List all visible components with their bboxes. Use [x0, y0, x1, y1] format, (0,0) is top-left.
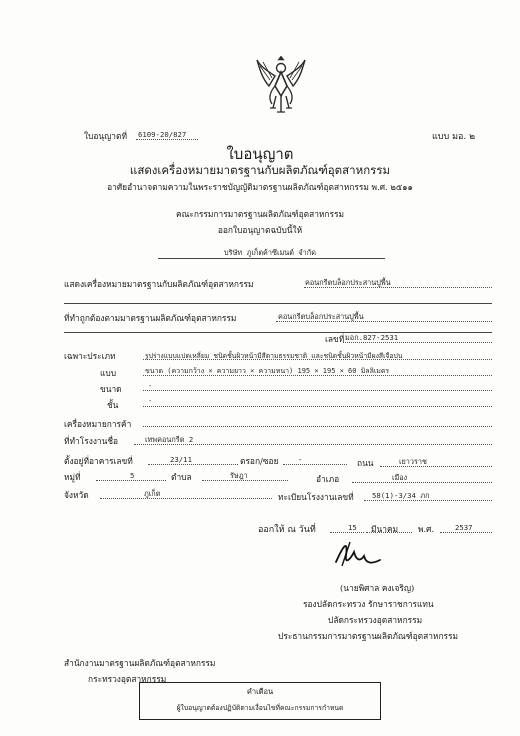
product-label: แสดงเครื่องหมายมาตรฐานกับผลิตภัณฑ์อุตสาหกรรม: [64, 279, 254, 289]
factory-label: ที่ทำโรงงานชื่อ: [64, 436, 119, 446]
tambon-value: รัษฎา: [230, 471, 248, 480]
garuda-emblem-icon: [256, 56, 306, 114]
province-label: จังหวัด: [64, 490, 89, 500]
document-subtitle: แสดงเครื่องหมายมาตรฐานกับผลิตภัณฑ์อุตสาหกรรม: [129, 163, 391, 177]
issued-label: ออกให้ ณ วันที่: [258, 525, 316, 535]
standard-value: คอนกรีตบล็อกประสานปูพื้น: [278, 312, 364, 321]
issued-year: 2537: [455, 523, 473, 532]
standard-label: ที่ทำถูกต้องตามมาตรฐานผลิตภัณฑ์อุตสาหกรรม: [64, 313, 237, 323]
class-label: ชั้น: [107, 400, 119, 410]
issued-month: มีนาคม: [371, 524, 399, 534]
factory-value: เทพคอนกรีต 2: [145, 435, 194, 444]
office-name: สำนักงานมาตรฐานผลิตภัณฑ์อุตสาหกรรม: [64, 658, 216, 668]
signer-position-2: ปลัดกระทรวงอุตสาหกรรม: [328, 615, 423, 625]
licensee-name: บริษัท ภูเก็ตค้าซีเมนต์ จำกัด: [224, 248, 316, 257]
type-label: แบบ: [100, 368, 117, 378]
document-title: ใบอนุญาต: [226, 145, 294, 163]
signer-name: (นายพิศาล คงเจริญ): [340, 583, 415, 593]
signature-icon: [330, 538, 400, 572]
class-value: -: [148, 396, 153, 405]
issued-year-label: พ.ศ.: [418, 524, 435, 534]
specific-value: รูปร่างแบบแปดเหลี่ยม ชนิดชั้นผิวหน้ามีสีตามธรรมชาติ และชนิดชั้นผิวหน้ามีผงสีเจือปน: [145, 352, 403, 360]
amphoe-value: เมือง: [392, 473, 408, 482]
license-number-value: 6109-20/827: [138, 130, 187, 139]
building-value: 23/11: [170, 455, 192, 464]
form-code: แบบ มอ. ๒: [432, 132, 476, 142]
moo-value: 5: [130, 471, 135, 480]
warning-notice-box: [139, 682, 381, 720]
authority-text: อาศัยอำนาจตามความในพระราชบัญญัติมาตรฐานผลิตภัณฑ์อุตสาหกรรม พ.ศ. ๒๕๑๑: [107, 182, 413, 192]
soi-value: -: [298, 455, 303, 464]
province-value: ภูเก็ต: [144, 489, 161, 498]
issue-text: ออกใบอนุญาตฉบับนี้ให้: [217, 225, 303, 235]
size-label: ขนาด: [100, 384, 122, 394]
soi-label: ตรอก/ซอย: [240, 456, 279, 466]
ministry-name: กระทรวงอุตสาหกรรม: [88, 674, 167, 684]
factory-reg-label: ทะเบียนโรงงานเลขที่: [278, 492, 354, 502]
signer-position-3: ประธานกรรมการมาตรฐานผลิตภัณฑ์อุตสาหกรรม: [278, 631, 459, 641]
issued-day: 15: [348, 523, 357, 532]
specific-label: เฉพาะประเภท: [64, 351, 116, 361]
tambon-label: ตำบล: [171, 472, 192, 482]
notice-text: ผู้ใบอนุญาตต้องปฏิบัติตามเงื่อนไขที่คณะกรรมการกำหนด: [176, 704, 344, 712]
size-value: -: [148, 381, 153, 390]
signer-position-1: รองปลัดกระทรวง รักษาราชการแทน: [303, 599, 434, 609]
type-value: ขนาด (ความกว้าง × ความยาว × ความหนา) 195 × 195 × 60 มิลลิเมตร: [145, 367, 390, 375]
amphoe-label: อำเภอ: [316, 474, 340, 484]
trademark-label: เครื่องหมายการค้า: [64, 419, 132, 429]
moo-label: หมู่ที่: [64, 472, 81, 482]
license-number-label: ใบอนุญาตที่: [84, 131, 127, 141]
product-value: คอนกรีตบล็อกประสานปูพื้น: [305, 278, 391, 287]
standard-number-label: เลขที่: [325, 334, 345, 344]
factory-reg-value: 58(1)-3/34 ภก: [372, 491, 430, 500]
committee-text: คณะกรรมการมาตรฐานผลิตภัณฑ์อุตสาหกรรม: [175, 209, 345, 219]
road-label: ถนน: [357, 458, 374, 468]
notice-title: คำเตือน: [246, 687, 274, 696]
standard-number-value: มอก.827-2531: [345, 333, 399, 342]
building-label: ตั้งอยู่ที่อาคารเลขที่: [64, 456, 133, 466]
road-value: เยาวราช: [399, 457, 427, 466]
